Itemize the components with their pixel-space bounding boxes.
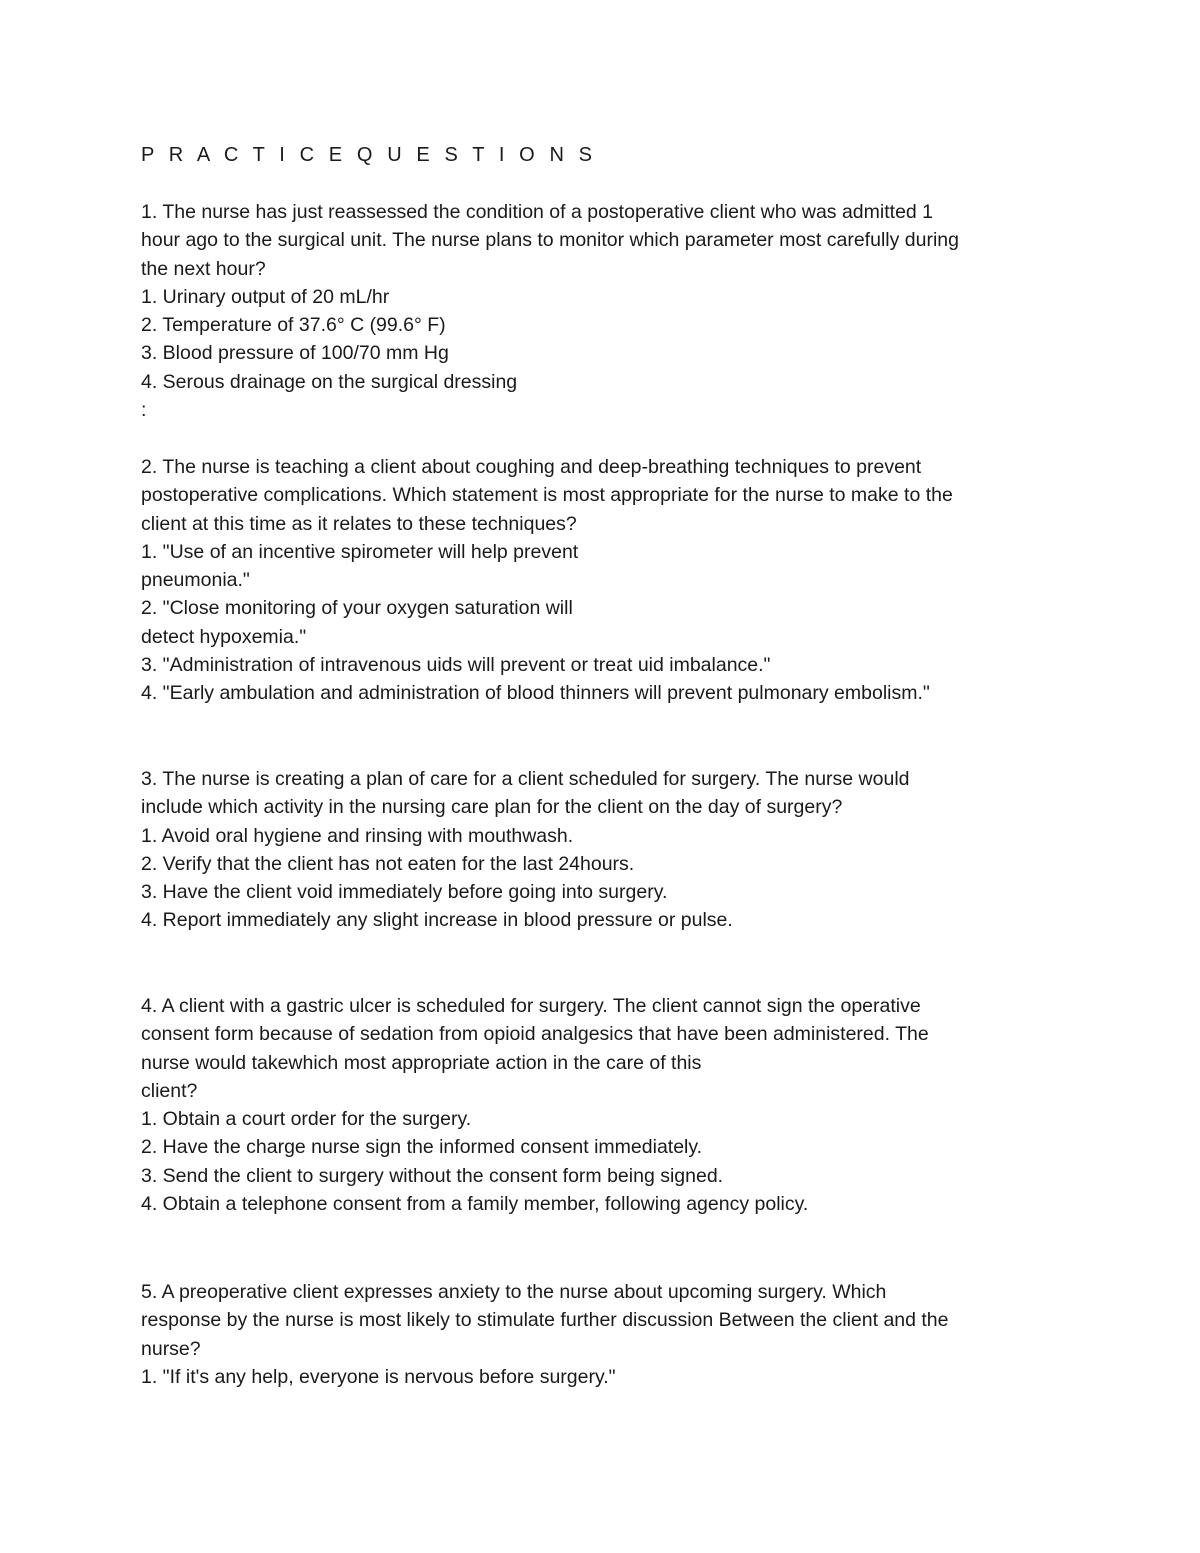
question-5-stem-line-2: response by the nurse is most likely to stimulate further discussion Between the client and the [141, 1309, 949, 1332]
question-2 [141, 453, 1061, 708]
question-4-stem-line-4: client? [141, 1079, 198, 1102]
question-1-stem-line-1: 1. The nurse has just reassessed the condition of a postoperative client who was admitted 1 [141, 201, 934, 223]
question-1-option-2: 2. Temperature of 37.6° C (99.6° F) [141, 314, 446, 337]
question-2-option-4: 4. "Early ambulation and administration of blood thinners will prevent pulmonary embolism." [141, 682, 930, 705]
question-4-option-2: 2. Have the charge nurse sign the informed consent immediately. [141, 1136, 703, 1159]
question-1-option-4: 4. Serous drainage on the surgical dressing [141, 370, 518, 393]
question-3-stem-line-2: include which activity in the nursing care plan for the client on the day of surgery? [141, 796, 843, 819]
question-4 [141, 992, 1061, 1218]
question-4-stem-line-2: consent form because of sedation from opioid analgesics that have been administered. The [141, 1023, 929, 1046]
question-4-option-1: 1. Obtain a court order for the surgery. [141, 1108, 472, 1131]
question-1-stem-line-3: the next hour? [141, 257, 266, 280]
document-title: P R A C T I C E Q U E S T I O N S [141, 144, 597, 166]
question-2-option-2-line-2: detect hypoxemia." [141, 625, 307, 648]
question-3-stem-line-1: 3. The nurse is creating a plan of care for a client scheduled for surgery. The nurse would [141, 768, 910, 790]
question-3-option-2: 2. Verify that the client has not eaten for the last 24hours. [141, 852, 635, 875]
question-3 [141, 765, 1061, 935]
question-4-option-4: 4. Obtain a telephone consent from a family member, following agency policy. [141, 1193, 809, 1216]
question-2-option-1-line-1: 1. "Use of an incentive spirometer will help prevent [141, 540, 579, 563]
question-2-option-2-line-1: 2. "Close monitoring of your oxygen saturation will [141, 597, 573, 620]
question-2-option-1-line-2: pneumonia." [141, 569, 250, 592]
question-2-stem-line-3: client at this time as it relates to these techniques? [141, 512, 577, 535]
question-2-stem-line-2: postoperative complications. Which statement is most appropriate for the nurse to make to the [141, 484, 953, 507]
question-1-stem-line-2: hour ago to the surgical unit. The nurse plans to monitor which parameter most carefully during [141, 229, 959, 252]
question-3-option-4: 4. Report immediately any slight increase in blood pressure or pulse. [141, 909, 733, 932]
question-3-option-1: 1. Avoid oral hygiene and rinsing with mouthwash. [141, 824, 574, 847]
question-4-option-3: 3. Send the client to surgery without the consent form being signed. [141, 1164, 724, 1187]
question-5-option-1: 1. "If it's any help, everyone is nervous before surgery." [141, 1365, 616, 1388]
question-1 [141, 198, 1061, 424]
question-4-stem-line-3: nurse would takewhich most appropriate action in the care of this [141, 1051, 702, 1074]
question-1-trailing-mark: : [141, 399, 147, 422]
question-3-option-3: 3. Have the client void immediately before going into surgery. [141, 881, 668, 904]
question-2-option-3: 3. "Administration of intravenous uids will prevent or treat uid imbalance." [141, 654, 771, 677]
question-5-stem-line-3: nurse? [141, 1337, 201, 1360]
question-2-stem-line-1: 2. The nurse is teaching a client about coughing and deep-breathing techniques to prevent [141, 456, 922, 478]
question-1-option-1: 1. Urinary output of 20 mL/hr [141, 285, 390, 308]
question-5 [141, 1278, 1061, 1391]
question-5-stem-line-1: 5. A preoperative client expresses anxiety to the nurse about upcoming surgery. Which [141, 1281, 887, 1303]
question-1-option-3: 3. Blood pressure of 100/70 mm Hg [141, 342, 449, 365]
question-4-stem-line-1: 4. A client with a gastric ulcer is scheduled for surgery. The client cannot sign the operative [141, 995, 921, 1017]
